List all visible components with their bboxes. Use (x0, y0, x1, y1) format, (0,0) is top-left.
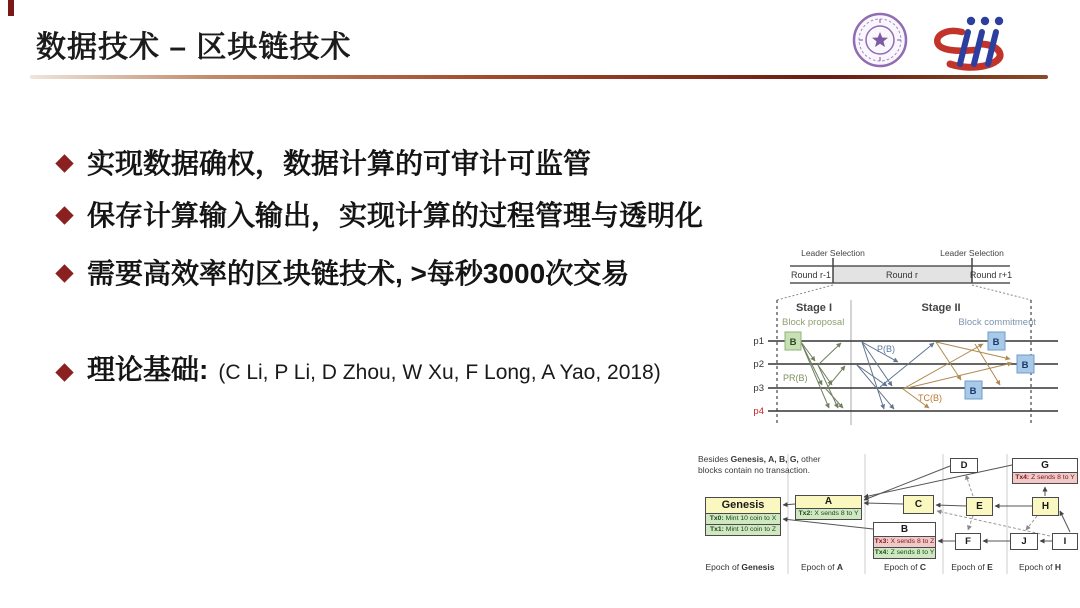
dag-block-c: C (903, 495, 934, 514)
note-text: Besides (698, 454, 731, 464)
dag-block-b: B Tx3: X sends 8 to Z Tx4: Z sends 8 to Y (873, 522, 936, 559)
institute-logo (916, 6, 1016, 76)
proposal-arrows (801, 342, 845, 408)
dag-block-g: G Tx4: Z sends 8 to Y (1012, 458, 1078, 484)
bullet-diamond-icon (55, 264, 73, 282)
svg-text:B: B (1021, 360, 1029, 371)
round-prev-label: Round r-1 (790, 270, 832, 280)
dag-block-d: D (950, 458, 978, 473)
process-label-p1: p1 (753, 336, 764, 347)
bullet-diamond-icon (55, 206, 73, 224)
epoch-label: Epoch of C (883, 562, 927, 572)
dag-block-genesis: Genesis Tx0: Mint 10 coin to X Tx1: Mint 10 coin to Z (705, 497, 781, 536)
process-label-p2: p2 (753, 359, 764, 370)
stage2-label: Stage II (921, 302, 961, 314)
epoch-label: Epoch of H (1018, 562, 1062, 572)
bullet-text: 实现数据确权，数据计算的可审计可监管 (87, 148, 592, 179)
note-bold-text: Genesis, A, B, G, (730, 454, 799, 464)
leader-selection-label: Leader Selection (801, 248, 865, 258)
msg-prepare-label: P(B) (877, 344, 895, 354)
note-text: other (798, 454, 821, 464)
page-title: 数据技术 – 区块链技术 (36, 31, 352, 64)
bullet-item-3 (58, 256, 629, 291)
bullet-item-2 (58, 198, 703, 233)
bullet-diamond-icon (55, 363, 73, 381)
epoch-label: Epoch of A (800, 562, 844, 572)
msg-proposal-label: PR(B) (783, 373, 808, 383)
dag-block-f: F (955, 533, 981, 550)
dag-block-a: A Tx2: X sends 8 to Y (795, 495, 862, 520)
block-proposal-label: Block proposal (782, 317, 845, 328)
epoch-label: Epoch of E (951, 562, 993, 572)
process-label-p3: p3 (753, 383, 764, 394)
title-underline (30, 75, 1048, 79)
corner-accent-mark (8, 0, 14, 16)
bullet-text: 保存计算输入输出，实现计算的过程管理与透明化 (87, 200, 704, 231)
stage1-label: Stage I (795, 302, 833, 314)
leader-selection-label: Leader Selection (940, 248, 1004, 258)
proposed-block-marker (785, 332, 801, 350)
note-text: blocks contain no transaction. (698, 465, 810, 475)
dag-block-j: J (1010, 533, 1038, 550)
dag-note (698, 454, 821, 476)
epoch-label: Epoch of Genesis (705, 562, 775, 572)
block-commitment-label: Block commitment (958, 317, 1036, 328)
round-cur-label: Round r (885, 270, 919, 280)
svg-text:B: B (992, 337, 1000, 348)
dag-block-h: H (1032, 497, 1059, 516)
svg-text:B: B (969, 386, 977, 397)
bullet-item-4 (58, 352, 661, 387)
msg-commit-label: TC(B) (918, 393, 942, 403)
process-label-p4: p4 (753, 406, 764, 417)
bullet-text: 理论基础: (87, 354, 209, 385)
bullet-item-1 (58, 146, 591, 181)
committed-block-marker (1017, 355, 1034, 373)
dag-block-i: I (1052, 533, 1078, 550)
bullet-text: 需要高效率的区块链技术, >每秒3000次交易 (87, 258, 630, 289)
dag-block-e: E (966, 497, 993, 516)
round-next-label: Round r+1 (969, 270, 1013, 280)
committed-block-marker (988, 332, 1005, 350)
citation-text: (C Li, P Li, D Zhou, W Xu, F Long, A Yao, 2018) (218, 361, 661, 384)
tree-graph-diagram (690, 450, 1080, 580)
bullet-diamond-icon (55, 154, 73, 172)
svg-text:B: B (789, 337, 797, 348)
consensus-protocol-diagram (740, 245, 1080, 445)
committed-block-marker (965, 381, 982, 399)
university-seal-logo (850, 10, 910, 70)
